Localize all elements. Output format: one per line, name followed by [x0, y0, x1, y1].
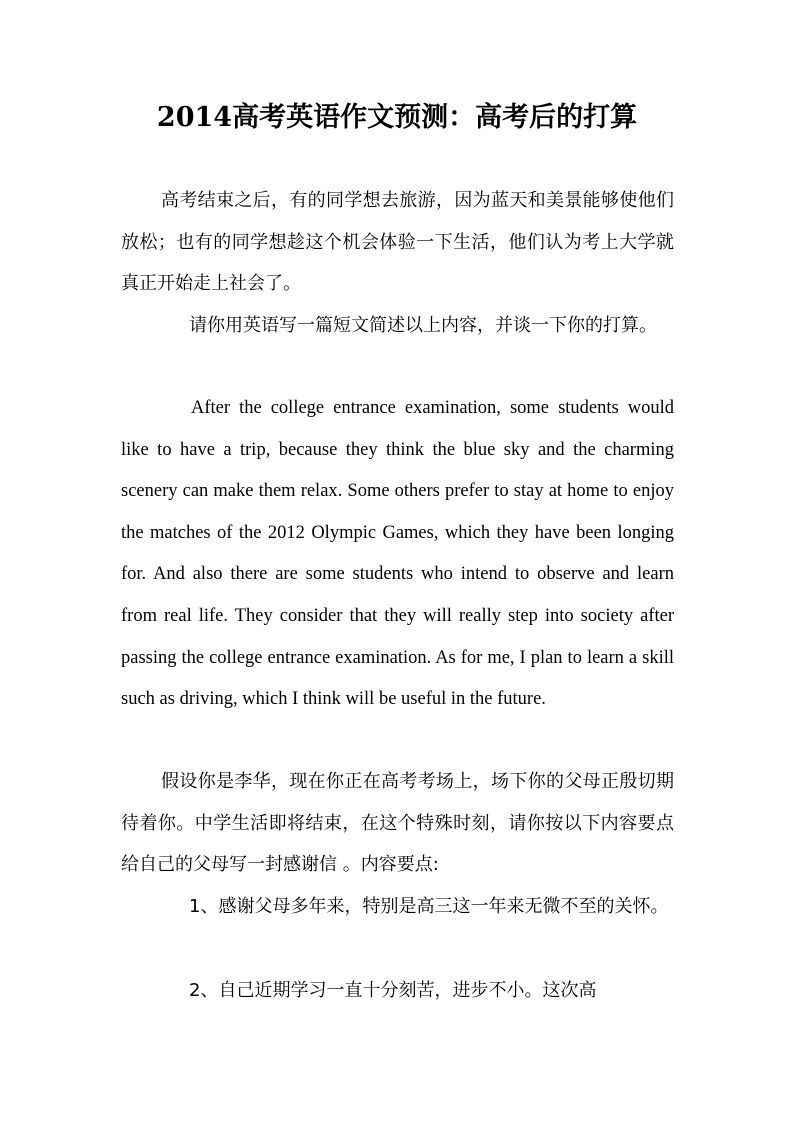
list-item-point-1: 1、感谢父母多年来，特别是高三这一年来无微不至的关怀。: [189, 896, 669, 917]
paragraph-scenario: 假设你是李华，现在你正在高考考场上，场下你的父母正殷切期待着你。中学生活即将结束，在这个特殊时刻，请你按以下内容要点给自己的父母写一封感谢信 。内容要点:: [121, 771, 674, 876]
list-item-point-2: 2、自己近期学习一直十分刻苦，进步不小。这次高: [189, 980, 597, 1001]
paragraph-intro: 高考结束之后，有的同学想去旅游，因为蓝天和美景能够使他们放松；也有的同学想趁这个机会体验一下生活，他们认为考上大学就真正开始走上社会了。: [121, 190, 674, 295]
paragraph-instruction: 请你用英语写一篇短文简述以上内容，并谈一下你的打算。: [189, 315, 657, 336]
document-title: 2014高考英语作文预测：高考后的打算: [156, 102, 638, 133]
paragraph-english-essay: After the college entrance examination, some students would like to have a trip, because they think the blue sky and the charming scenery can make them relax. Some others prefer to stay at home to enjoy the matches of the 2012 Olympic Games, which they have been longing for. And also there are some students who intend to observe and learn from real life. They consider that they will really step into society after passing the college entrance examination. As for me, I plan to learn a skill such as driving, which I think will be useful in the future.: [121, 398, 674, 710]
